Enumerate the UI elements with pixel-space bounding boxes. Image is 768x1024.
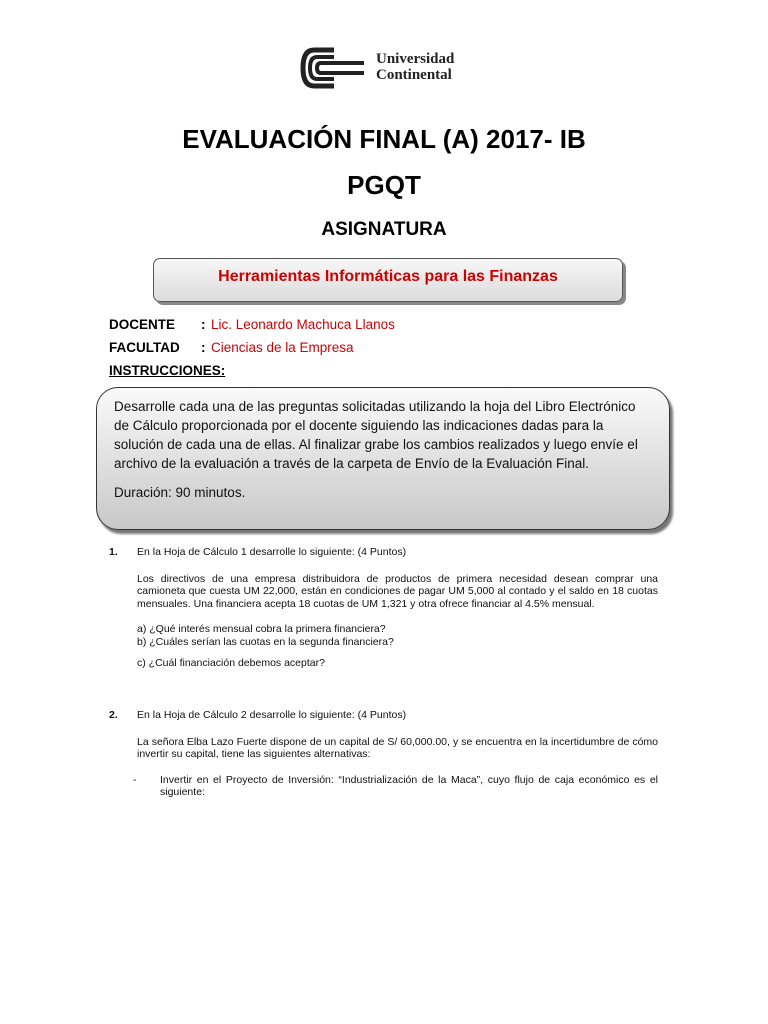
question-heading: En la Hoja de Cálculo 2 desarrolle lo siguiente: (4 Puntos) bbox=[137, 709, 407, 721]
course-name-box bbox=[153, 258, 623, 302]
instructions-label: INSTRUCCIONES: bbox=[109, 363, 226, 378]
program-code: PGQT bbox=[347, 170, 421, 200]
faculty-separator: : bbox=[201, 340, 206, 355]
question-number: 1. bbox=[109, 546, 118, 558]
question-body bbox=[133, 709, 658, 799]
logo-line-2: Continental bbox=[376, 67, 452, 83]
faculty-value: Ciencias de la Empresa bbox=[211, 340, 354, 355]
university-logo bbox=[300, 46, 480, 90]
question-item-c: c) ¿Cuál financiación debemos aceptar? bbox=[137, 657, 325, 669]
question-item-b: b) ¿Cuáles serían las cuotas en la segunda financiera? bbox=[137, 635, 394, 648]
duration-text: Duración: 90 minutos. bbox=[114, 485, 246, 500]
bullet-text: Invertir en el Proyecto de Inversión: “Industrialización de la Maca”, cuyo flujo de caja económico es el siguiente: bbox=[160, 773, 658, 798]
course-name: Herramientas Informáticas para las Finanzas bbox=[218, 268, 558, 285]
question-body bbox=[137, 546, 658, 670]
logo-emblem-icon bbox=[300, 46, 370, 90]
question-heading: En la Hoja de Cálculo 1 desarrolle lo siguiente: (4 Puntos) bbox=[137, 546, 407, 558]
subject-heading: ASIGNATURA bbox=[321, 219, 447, 240]
teacher-label: DOCENTE bbox=[109, 317, 176, 332]
exam-title: EVALUACIÓN FINAL (A) 2017- IB bbox=[182, 124, 586, 154]
instructions-text: Desarrolle cada una de las preguntas solicitadas utilizando la hoja del Libro Electrónico de Cálculo proporcionada por el docente siguiendo las indicaciones dadas para la solución de cada una de ellas. Al finalizar grabe los cambios realizados y luego envíe el archivo de la evaluación a través de la carpeta de Envío de la Evaluación Final. bbox=[114, 399, 638, 471]
question-paragraph: La señora Elba Lazo Fuerte dispone de un capital de S/ 60,000.00, y se encuentra en la incertidumbre de cómo invertir su capital, tiene las siguientes alternativas: bbox=[137, 735, 658, 760]
faculty-label: FACULTAD bbox=[109, 340, 180, 355]
question-item-a: a) ¿Qué interés mensual cobra la primera financiera? bbox=[137, 623, 386, 635]
teacher-separator: : bbox=[201, 317, 206, 332]
question-number: 2. bbox=[109, 709, 118, 721]
instructions-box bbox=[96, 387, 670, 530]
bullet-dash: - bbox=[133, 773, 137, 786]
bullet-item bbox=[133, 773, 658, 799]
teacher-value: Lic. Leonardo Machuca Llanos bbox=[211, 317, 395, 332]
logo-text bbox=[376, 51, 454, 83]
question-paragraph: Los directivos de una empresa distribuidora de productos de primera necesidad desean comprar una camioneta que cuesta UM 22,000, están en condiciones de pagar UM 5,000 al contado y el saldo en 18 cuotas mensuales. Una financiera acepta 18 cuotas de UM 1,321 y otra ofrece financiar al 4.5% mensual. bbox=[137, 572, 658, 610]
logo-line-1: Universidad bbox=[376, 51, 455, 67]
